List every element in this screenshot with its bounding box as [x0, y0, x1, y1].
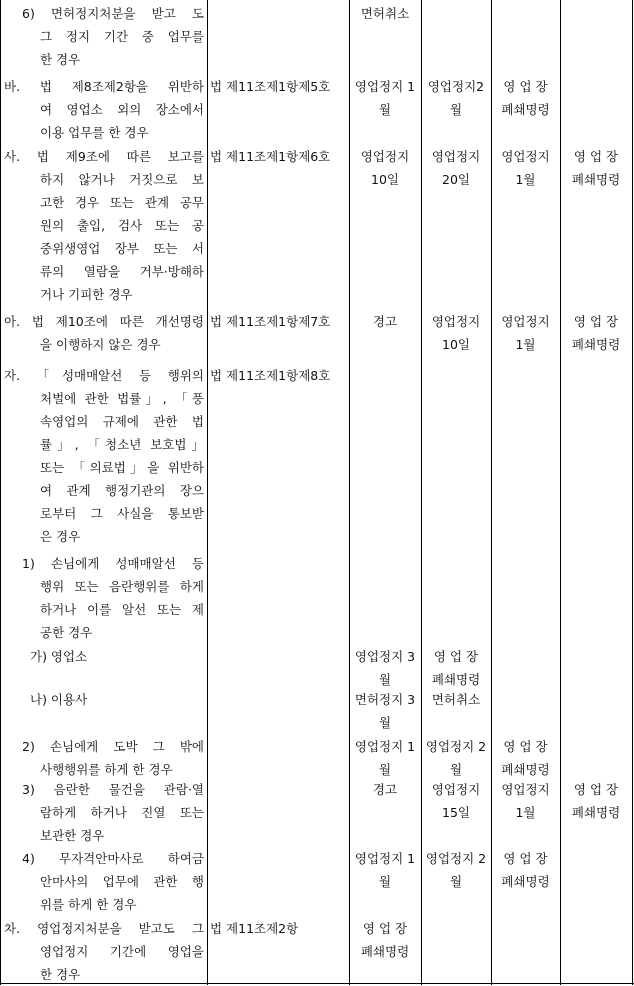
- penalty-2: 영업정지: [431, 314, 481, 329]
- violation-text: 그 정지 기간 중 업무를: [40, 29, 204, 44]
- penalty-1: 월: [378, 715, 392, 730]
- penalty-2: 영업정지2: [427, 79, 485, 94]
- violation-text: 2) 손님에게 도박 그 밖에: [22, 739, 204, 754]
- violation-text: 바. 법 제8조제2항을 위반하: [4, 79, 204, 94]
- violation-text: 4) 무자격안마사로 하여금: [22, 851, 204, 866]
- violation-text: 한 경우: [40, 967, 81, 982]
- penalty-2: 월: [449, 102, 463, 117]
- penalty-2: 영업정지: [431, 782, 481, 797]
- legal-basis: 법 제11조제2항: [210, 921, 299, 936]
- penalty-2: 월: [449, 874, 463, 889]
- violation-text: 고한 경우 또는 관계 공무: [40, 195, 204, 210]
- violation-text: 이용 업무를 한 경우: [40, 125, 149, 140]
- legal-basis: 법 제11조제1항제7호: [210, 314, 331, 329]
- penalty-1: 면허정지 3: [354, 692, 416, 707]
- violation-text: 자. 「성매매알선 등 행위의: [4, 368, 204, 383]
- legal-basis: 법 제11조제1항제8호: [210, 368, 331, 383]
- penalty-2: 20일: [442, 172, 470, 187]
- violation-text: 나) 이용사: [30, 692, 88, 707]
- violation-text: 로부터 그 사실을 통보받: [40, 506, 204, 521]
- penalty-3: 폐쇄명령: [501, 874, 550, 889]
- violation-text: 률」, 「청소년 보호법」: [40, 437, 204, 452]
- penalty-2: 10일: [442, 337, 470, 352]
- penalty-2: 15일: [442, 805, 470, 820]
- violation-text: 여 관계 행정기관의 장으: [40, 483, 204, 498]
- penalty-1: 월: [378, 762, 392, 777]
- penalty-4: 영 업 장: [573, 314, 619, 329]
- violation-text: 원의 출입, 검사 또는 공: [40, 218, 204, 233]
- table-border-bottom: [0, 983, 634, 984]
- table-border-left: [0, 0, 1, 985]
- violation-text: 속영업의 규제에 관한 법: [40, 414, 204, 429]
- penalty-4: 영 업 장: [573, 782, 619, 797]
- violation-text: 영업정지 기간에 영업을: [40, 944, 204, 959]
- penalty-1: 월: [378, 672, 392, 687]
- violation-text: 은 경우: [40, 529, 81, 544]
- violation-text: 6) 면허정지처분을 받고 도: [22, 6, 204, 21]
- table-border-right: [632, 0, 633, 985]
- penalty-1: 월: [378, 102, 392, 117]
- violation-text: 공한 경우: [40, 625, 93, 640]
- penalty-4: 폐쇄명령: [571, 337, 621, 352]
- column-divider-basis: [207, 0, 208, 985]
- violation-text: 또는 「의료법」을 위반하: [40, 460, 204, 475]
- penalty-3: 1월: [515, 172, 536, 187]
- penalty-3: 영업정지: [501, 782, 550, 797]
- violation-text: 보관한 경우: [40, 828, 105, 843]
- penalty-3: 영 업 장: [503, 851, 548, 866]
- penalty-3: 영업정지: [501, 149, 550, 164]
- violation-text: 행위 또는 음란행위를 하게: [40, 579, 204, 594]
- penalty-4: 폐쇄명령: [571, 172, 621, 187]
- violation-text: 3) 음란한 물건을 관람·열: [22, 782, 204, 797]
- penalty-3: 폐쇄명령: [501, 102, 550, 117]
- violation-text: 하지 않거나 거짓으로 보: [40, 172, 204, 187]
- penalty-2: 월: [449, 762, 463, 777]
- violation-text: 류의 열람을 거부·방해하: [40, 264, 204, 279]
- penalty-1: 영업정지 1: [354, 79, 416, 94]
- penalty-1: 영업정지: [360, 149, 410, 164]
- violation-text: 중위생영업 장부 또는 서: [40, 241, 204, 256]
- penalty-4: 폐쇄명령: [571, 805, 621, 820]
- legal-basis: 법 제11조제1항제5호: [210, 79, 331, 94]
- violation-text: 한 경우: [40, 52, 81, 67]
- penalty-1: 영업정지 1: [354, 739, 416, 754]
- violation-text: 여 영업소 외의 장소에서: [40, 102, 204, 117]
- violation-text: 차. 영업정지처분을 받고도 그: [4, 921, 204, 936]
- penalty-4: 영 업 장: [573, 149, 619, 164]
- legal-basis: 법 제11조제1항제6호: [210, 149, 331, 164]
- penalty-3: 1월: [515, 805, 536, 820]
- violation-text: 가) 영업소: [30, 649, 88, 664]
- penalty-2: 면허취소: [431, 692, 481, 707]
- penalty-2: 영 업 장: [433, 649, 479, 664]
- penalty-1: 경고: [372, 782, 398, 797]
- penalty-3: 영 업 장: [503, 739, 548, 754]
- violation-text: 사행행위를 하게 한 경우: [40, 762, 173, 777]
- penalty-1: 폐쇄명령: [360, 944, 410, 959]
- violation-text: 거나 기피한 경우: [40, 287, 133, 302]
- penalty-3: 1월: [515, 337, 536, 352]
- violation-text: 을 이행하지 않은 경우: [40, 337, 161, 352]
- penalty-1: 영 업 장: [362, 921, 408, 936]
- violation-text: 위를 하게 한 경우: [40, 897, 137, 912]
- penalty-1: 월: [378, 874, 392, 889]
- violation-text: 람하게 하거나 진열 또는: [40, 805, 204, 820]
- violation-text: 사. 법 제9조에 따른 보고를: [4, 149, 204, 164]
- penalty-2: 폐쇄명령: [431, 672, 481, 687]
- violation-text: 아. 법 제10조에 따른 개선명령: [4, 314, 204, 329]
- violation-text: 1) 손님에게 성매매알선 등: [22, 556, 204, 571]
- penalty-3: 영 업 장: [503, 79, 548, 94]
- violation-text: 처벌에 관한 법률」, 「풍: [40, 391, 204, 406]
- penalty-2: 영업정지 2: [425, 851, 487, 866]
- violation-text: 안마사의 업무에 관한 행: [40, 874, 204, 889]
- penalty-3: 폐쇄명령: [501, 762, 550, 777]
- penalty-1: 영업정지 3: [354, 649, 416, 664]
- penalty-1: 영업정지 1: [354, 851, 416, 866]
- violation-text: 하거나 이를 알선 또는 제: [40, 602, 204, 617]
- penalty-1: 10일: [371, 172, 399, 187]
- penalty-1: 경고: [372, 314, 398, 329]
- penalty-3: 영업정지: [501, 314, 550, 329]
- penalty-2: 영업정지: [431, 149, 481, 164]
- penalty-1: 면허취소: [360, 6, 410, 21]
- penalty-2: 영업정지 2: [425, 739, 487, 754]
